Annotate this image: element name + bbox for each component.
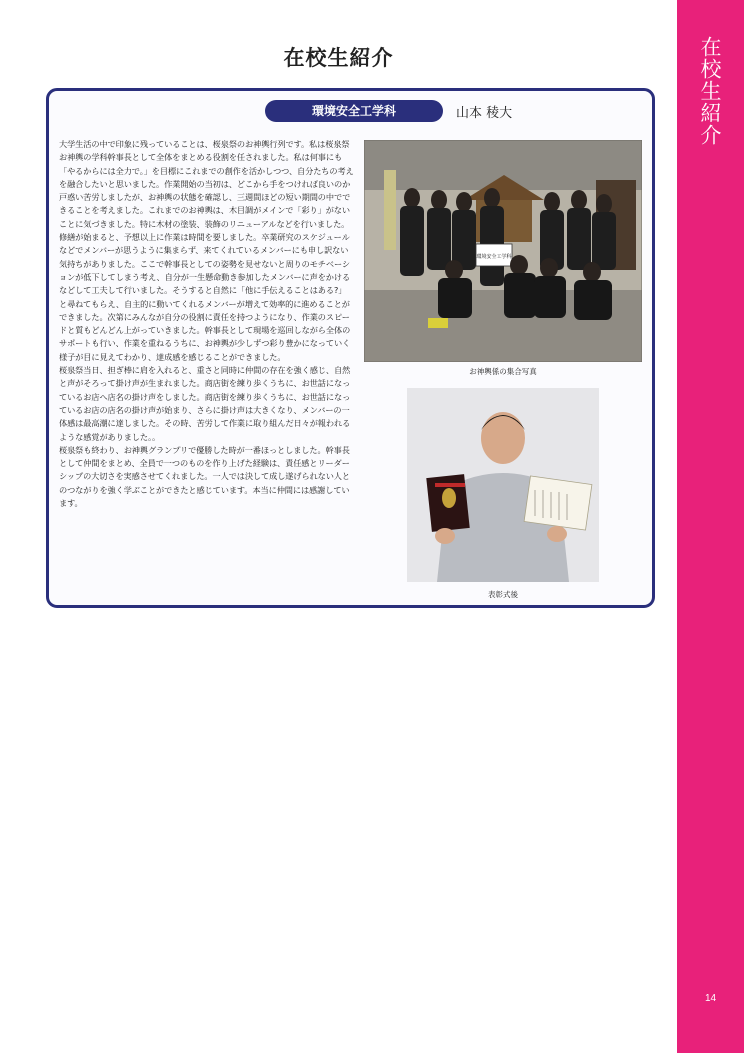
award-photo-caption: 表彰式後 [488, 590, 518, 599]
essay-paragraph: 修繕が始まると、予想以上に作業は時間を要しました。卒業研究のスケジュールなどでメンバーが思うように集まらず、来てくれているメンバーにも申し訳ない気持ちがありました。ここで幹事長としての姿勢を見せないと周りのモチベーションが低下してしまう考え、自分が一生懸命動き参加したメンバーに声をかけるなどして工夫して行いました。そうすると自然に「他に手伝えることはある?」と尋ねてもらえ、自主的に動いてくれるメンバーが増えて効率的に進めることができました。次第にみんなが自分の役割に責任を持つようになり、作業のスピードと質もどんどん上がっていきました。幹事長として現場を巡回しながら全体のサポートも行い、作業を重ねるうちに、お神輿が少しずつ彩り豊かになっていく様子が目に見えてわかり、達成感を感じることができました。 [59, 232, 351, 362]
department-badge: 環境安全工学科 [265, 100, 443, 122]
group-photo-sign: 環境安全工学科 [476, 254, 512, 260]
essay-paragraph: 桜泉祭当日、担ぎ棒に肩を入れると、重さと同時に仲間の存在を強く感じ、自然と声がそろって掛け声が生まれました。商店街を練り歩くうちに、お世話になっているお店へ店名の掛け声をしました。商店街を練り歩くうちに、お世話になっているお店の店名の掛け声が始まり、さらに掛け声は大きくなり、メンバーの一体感は最高潮に達しました。その時、苦労して作業に取り組んだ日々が報われるような感覚がありました。。 [59, 365, 351, 442]
page-number: 14 [704, 993, 717, 1004]
section-tab-label: 在校生紹介 [698, 36, 722, 146]
essay-paragraph: 桜泉祭も終わり、お神輿グランプリで優勝した時が一番ほっとしました。幹事長として仲間をまとめ、全員で一つのものを作り上げた経験は、責任感とリーダーシップの大切さを実感させてくれました。一人では決して成し遂げられない人とのつながりを強く学ぶことができたと感じています。本当に仲間には感謝しています。 [59, 444, 350, 509]
essay-text [59, 138, 354, 510]
award-photo [407, 388, 599, 582]
student-name: 山本 稜大 [456, 106, 513, 121]
side-band [677, 0, 744, 1053]
group-photo-illustration [364, 140, 642, 362]
page-title: 在校生紹介 [283, 46, 394, 70]
essay-paragraph: 大学生活の中で印象に残っていることは、桜泉祭のお神輿行列です。私は桜泉祭お神輿の学科幹事長として全体をまとめる役割を任されました。私は何事にも「やるからには全力で。」を目標にこれまでの創作を活かしつつ、自分たちの考えを融合したいと思いました。作業開始の当初は、どこから手をつければ良いのか戸惑い苦労しましたが、お神輿の状態を確認し、三週間ほどの短い期間の中でできることを考えました。これまでのお神輿は、木目調がメインで「彩り」がないことに気づきました。特に木材の塗装、装飾のリニューアルなどを行いました。 [59, 139, 354, 229]
group-photo-caption: お神輿係の集合写真 [469, 367, 537, 376]
group-photo [364, 140, 642, 362]
award-photo-illustration [407, 388, 599, 582]
